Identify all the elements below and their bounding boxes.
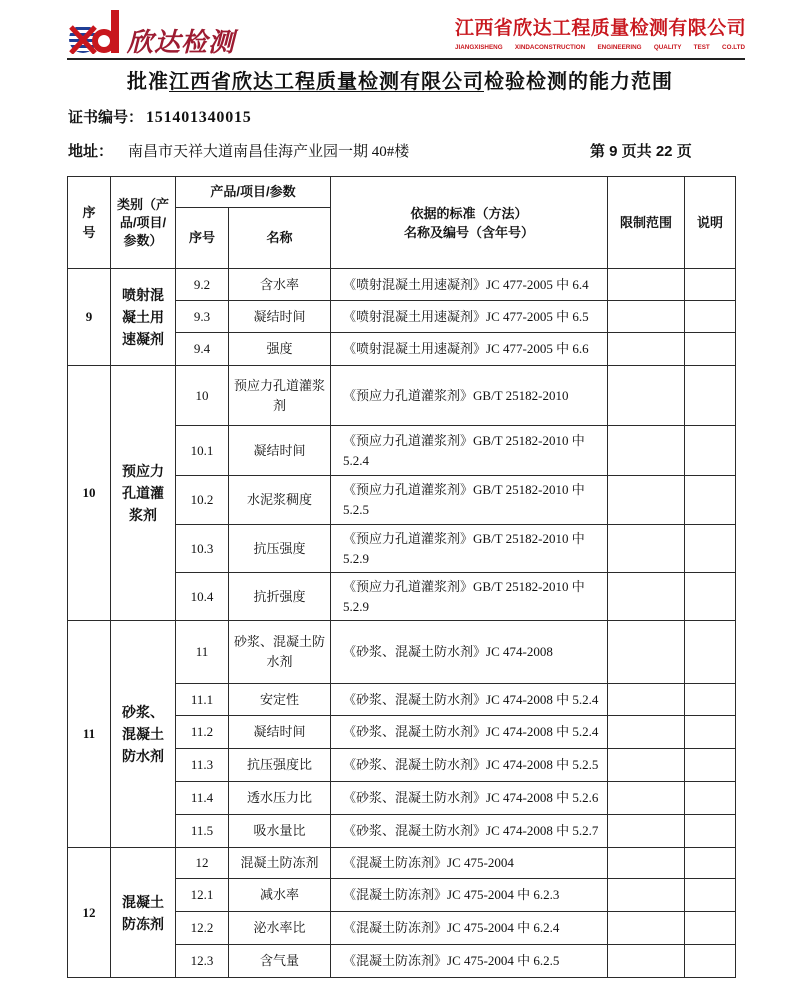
item-name-text: 凝结时间 xyxy=(253,442,306,458)
item-number-text: 11 xyxy=(195,644,209,659)
standard-cell xyxy=(331,621,608,684)
standard-cell xyxy=(331,815,608,848)
item-number-cell xyxy=(176,945,229,978)
item-name-cell xyxy=(229,525,331,573)
note-cell xyxy=(685,573,736,621)
note-cell xyxy=(685,879,736,912)
item-number-cell xyxy=(176,782,229,815)
limit-cell xyxy=(608,945,685,978)
standard-text: 《预应力孔道灌浆剂》GB/T 25182-2010 xyxy=(343,387,569,403)
item-number-cell xyxy=(176,573,229,621)
item-name-text: 混凝土防冻剂 xyxy=(240,855,319,870)
standard-cell xyxy=(331,476,608,525)
standard-text: 《砂浆、混凝土防水剂》JC 474-2008 中 5.2.7 xyxy=(343,823,599,838)
company-name-en: JIANGXISHENG XINDACONSTRUCTION ENGINEERING QUALITY TEST CO.LTD xyxy=(455,44,745,51)
standard-cell xyxy=(331,684,608,716)
header-standard xyxy=(331,177,608,269)
item-name-text: 安定性 xyxy=(260,691,300,707)
item-number-cell xyxy=(176,333,229,366)
item-name-text: 含水率 xyxy=(260,276,300,292)
item-name-cell xyxy=(229,749,331,782)
standard-text: 《混凝土防冻剂》JC 475-2004 中 6.2.4 xyxy=(343,920,560,935)
header-group-number-text: 序号 xyxy=(82,204,96,240)
item-name-cell xyxy=(229,815,331,848)
limit-cell xyxy=(608,848,685,879)
item-number-text: 9.3 xyxy=(193,308,211,324)
note-cell xyxy=(685,525,736,573)
item-number-text: 11.3 xyxy=(190,757,214,772)
standard-text: 《喷射混凝土用速凝剂》JC 477-2005 中 6.5 xyxy=(343,308,589,324)
logo-d-stem-icon xyxy=(111,10,119,53)
note-cell xyxy=(685,782,736,815)
item-number-text: 12.1 xyxy=(190,887,214,902)
standard-cell xyxy=(331,749,608,782)
item-number-text: 10 xyxy=(195,387,209,403)
limit-cell xyxy=(608,879,685,912)
item-name-text: 吸水量比 xyxy=(253,823,306,838)
item-number-cell xyxy=(176,815,229,848)
note-cell xyxy=(685,621,736,684)
item-name-text: 强度 xyxy=(266,341,293,356)
item-name-text: 砂浆、混凝土防水剂 xyxy=(234,634,326,669)
company-name-cn: 江西省欣达工程质量检测有限公司 xyxy=(454,17,746,39)
group-number-cell xyxy=(68,366,111,621)
item-name-cell xyxy=(229,426,331,476)
limit-cell xyxy=(608,912,685,945)
standard-text: 《喷射混凝土用速凝剂》JC 477-2005 中 6.6 xyxy=(343,341,589,356)
header-item-number: 序号 xyxy=(176,208,229,269)
item-name-text: 水泥浆稠度 xyxy=(247,492,313,507)
item-name-text: 抗压强度比 xyxy=(247,757,313,772)
item-name-text: 预应力孔道灌浆剂 xyxy=(234,377,326,413)
item-number-text: 9.2 xyxy=(193,276,211,292)
item-name-text: 泌水率比 xyxy=(253,920,306,935)
standard-cell xyxy=(331,301,608,333)
header-category xyxy=(111,177,176,269)
group-number-text: 10 xyxy=(82,485,96,500)
item-name-cell xyxy=(229,879,331,912)
item-number-cell xyxy=(176,879,229,912)
header-limit: 限制范围 xyxy=(608,177,685,269)
limit-cell xyxy=(608,716,685,749)
address-value: 南昌市天祥大道南昌佳海产业园一期 40#楼 xyxy=(128,144,410,160)
standard-cell xyxy=(331,525,608,573)
standard-cell xyxy=(331,716,608,749)
limit-cell xyxy=(608,782,685,815)
category-cell xyxy=(111,269,176,366)
item-number-cell xyxy=(176,269,229,301)
item-name-cell xyxy=(229,269,331,301)
item-number-text: 12.3 xyxy=(190,953,214,968)
group-number-cell xyxy=(68,621,111,848)
limit-cell xyxy=(608,749,685,782)
item-name-cell xyxy=(229,945,331,978)
standard-cell xyxy=(331,269,608,301)
item-number-text: 12.2 xyxy=(190,920,214,935)
limit-cell xyxy=(608,333,685,366)
item-number-cell xyxy=(176,525,229,573)
item-number-text: 10.1 xyxy=(190,442,214,458)
table-row xyxy=(68,848,736,879)
item-number-text: 11.1 xyxy=(190,691,214,707)
standard-cell xyxy=(331,912,608,945)
note-cell xyxy=(685,476,736,525)
standard-cell xyxy=(331,782,608,815)
item-number-cell xyxy=(176,716,229,749)
note-cell xyxy=(685,269,736,301)
note-cell xyxy=(685,426,736,476)
limit-cell xyxy=(608,301,685,333)
item-number-cell xyxy=(176,366,229,426)
item-name-text: 抗压强度 xyxy=(253,540,306,556)
standard-text: 《混凝土防冻剂》JC 475-2004 中 6.2.3 xyxy=(343,887,560,902)
item-number-text: 11.5 xyxy=(190,823,214,838)
standard-text: 《预应力孔道灌浆剂》GB/T 25182-2010 中 5.2.9 xyxy=(343,530,585,566)
limit-cell xyxy=(608,366,685,426)
note-cell xyxy=(685,333,736,366)
brand-name: 欣达检测 xyxy=(127,28,236,58)
title-suffix: 检验检测的能力范围 xyxy=(484,71,673,93)
standard-text: 《砂浆、混凝土防水剂》JC 474-2008 xyxy=(343,644,553,659)
item-number-cell xyxy=(176,621,229,684)
category-cell xyxy=(111,621,176,848)
note-cell xyxy=(685,684,736,716)
limit-cell xyxy=(608,269,685,301)
group-number-text: 9 xyxy=(85,309,93,324)
standard-text: 《预应力孔道灌浆剂》GB/T 25182-2010 中 5.2.9 xyxy=(343,578,585,614)
address-label: 地址： xyxy=(68,143,114,160)
limit-cell xyxy=(608,621,685,684)
limit-cell xyxy=(608,525,685,573)
item-number-cell xyxy=(176,301,229,333)
header-divider xyxy=(67,58,745,60)
item-name-text: 透水压力比 xyxy=(247,790,313,805)
standard-cell xyxy=(331,879,608,912)
header-standard-line-1: 依据的标准（方法） xyxy=(410,205,528,221)
item-name-text: 凝结时间 xyxy=(253,308,306,324)
note-cell xyxy=(685,366,736,426)
item-name-cell xyxy=(229,476,331,525)
item-name-text: 含气量 xyxy=(260,953,300,968)
category-cell xyxy=(111,366,176,621)
standard-text: 《预应力孔道灌浆剂》GB/T 25182-2010 中 5.2.4 xyxy=(343,432,585,468)
note-cell xyxy=(685,815,736,848)
standard-text: 《砂浆、混凝土防水剂》JC 474-2008 中 5.2.5 xyxy=(343,757,599,772)
table-row xyxy=(68,269,736,301)
limit-cell xyxy=(608,684,685,716)
item-name-cell xyxy=(229,333,331,366)
item-number-cell xyxy=(176,426,229,476)
table-row xyxy=(68,366,736,426)
group-number-cell xyxy=(68,848,111,978)
header-standard-line-2: 名称及编号（含年号） xyxy=(404,224,535,240)
table-header xyxy=(68,177,736,269)
item-name-cell xyxy=(229,301,331,333)
item-name-cell xyxy=(229,848,331,879)
item-name-cell xyxy=(229,573,331,621)
item-number-text: 10.4 xyxy=(190,588,214,604)
item-name-cell xyxy=(229,366,331,426)
category-cell xyxy=(111,848,176,978)
item-number-cell xyxy=(176,912,229,945)
note-cell xyxy=(685,749,736,782)
standard-text: 《砂浆、混凝土防水剂》JC 474-2008 中 5.2.4 xyxy=(343,724,599,739)
title-prefix: 批准 xyxy=(127,71,169,93)
category-text: 喷射混凝土用速凝剂 xyxy=(122,287,164,347)
standard-text: 《混凝土防冻剂》JC 475-2004 xyxy=(343,855,514,870)
item-name-cell xyxy=(229,912,331,945)
standard-cell xyxy=(331,426,608,476)
standard-text: 《砂浆、混凝土防水剂》JC 474-2008 中 5.2.6 xyxy=(343,790,599,805)
item-name-cell xyxy=(229,684,331,716)
note-cell xyxy=(685,716,736,749)
item-number-text: 11.2 xyxy=(190,724,214,739)
standard-text: 《喷射混凝土用速凝剂》JC 477-2005 中 6.4 xyxy=(343,276,589,292)
category-text: 预应力孔道灌浆剂 xyxy=(122,463,164,523)
page-title xyxy=(0,68,800,96)
page-number: 第 9 页共 22 页 xyxy=(590,143,692,160)
standard-text: 《混凝土防冻剂》JC 475-2004 中 6.2.5 xyxy=(343,953,560,968)
logo-d-bowl-icon xyxy=(95,32,113,50)
note-cell xyxy=(685,912,736,945)
table-body xyxy=(68,269,736,978)
table-row xyxy=(68,621,736,684)
category-text: 砂浆、混凝土防水剂 xyxy=(122,704,164,764)
standard-cell xyxy=(331,333,608,366)
item-name-text: 减水率 xyxy=(260,887,300,902)
certificate-number: 151401340015 xyxy=(146,109,252,126)
standard-cell xyxy=(331,848,608,879)
item-number-text: 9.4 xyxy=(193,341,211,356)
note-cell xyxy=(685,301,736,333)
header-item-name: 名称 xyxy=(229,208,331,269)
item-number-text: 11.4 xyxy=(190,790,214,805)
standard-text: 《砂浆、混凝土防水剂》JC 474-2008 中 5.2.4 xyxy=(343,691,599,707)
limit-cell xyxy=(608,573,685,621)
item-number-cell xyxy=(176,749,229,782)
standard-cell xyxy=(331,366,608,426)
item-name-cell xyxy=(229,621,331,684)
title-company: 江西省欣达工程质量检测有限公司 xyxy=(169,71,484,93)
group-number-text: 11 xyxy=(82,726,96,741)
standard-text: 《预应力孔道灌浆剂》GB/T 25182-2010 中 5.2.5 xyxy=(343,482,585,517)
item-name-cell xyxy=(229,782,331,815)
note-cell xyxy=(685,848,736,879)
group-number-cell xyxy=(68,269,111,366)
header-row xyxy=(68,177,736,208)
item-name-cell xyxy=(229,716,331,749)
limit-cell xyxy=(608,476,685,525)
header-category-text: 类别（产品/项目/参数） xyxy=(116,196,169,248)
item-number-text: 10.2 xyxy=(190,492,214,507)
company-logo xyxy=(68,8,122,54)
limit-cell xyxy=(608,815,685,848)
note-cell xyxy=(685,945,736,978)
limit-cell xyxy=(608,426,685,476)
item-number-cell xyxy=(176,476,229,525)
certificate-label: 证书编号： xyxy=(68,109,144,126)
item-number-text: 12 xyxy=(195,855,209,870)
header-note: 说明 xyxy=(685,177,736,269)
standard-cell xyxy=(331,573,608,621)
item-number-cell xyxy=(176,684,229,716)
item-number-cell xyxy=(176,848,229,879)
item-number-text: 10.3 xyxy=(190,540,214,556)
category-text: 混凝土防冻剂 xyxy=(122,893,164,932)
header-group-number xyxy=(68,177,111,269)
item-name-text: 凝结时间 xyxy=(253,724,306,739)
capability-table xyxy=(67,176,736,978)
header-item: 产品/项目/参数 xyxy=(176,177,331,208)
group-number-text: 12 xyxy=(82,904,96,920)
standard-cell xyxy=(331,945,608,978)
item-name-text: 抗折强度 xyxy=(253,588,306,604)
